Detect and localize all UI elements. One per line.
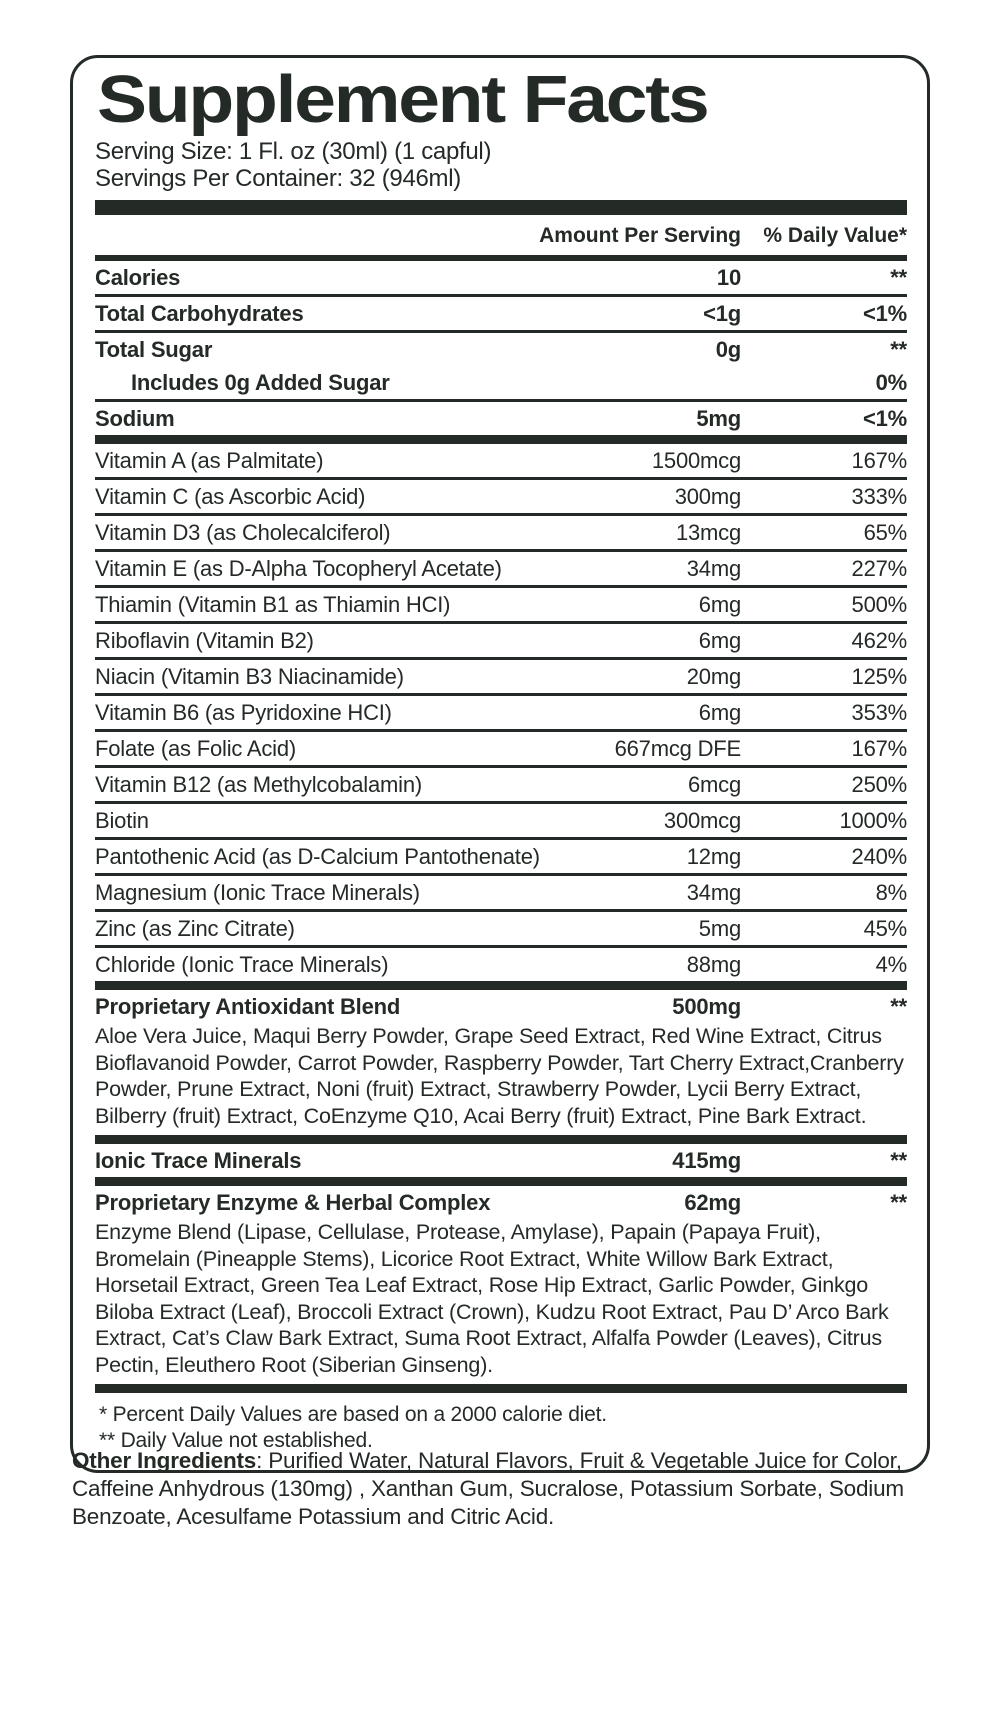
nutrient-name: Total Sugar xyxy=(95,337,213,362)
servings-per-container: Servings Per Container: 32 (946ml) xyxy=(95,165,461,192)
nutrient-name: Ionic Trace Minerals xyxy=(95,1148,302,1173)
nutrient-daily-value: 125% xyxy=(851,664,907,689)
nutrient-amount: 62mg xyxy=(684,1190,741,1215)
serving-size: Serving Size: 1 Fl. oz (30ml) (1 capful) xyxy=(95,138,492,165)
nutrient-name: Thiamin (Vitamin B1 as Thiamin HCI) xyxy=(95,592,451,617)
nutrient-name: Biotin xyxy=(95,808,149,833)
nutrient-daily-value: 1000% xyxy=(839,808,907,833)
nutrient-row xyxy=(95,444,907,477)
nutrient-amount: 6mg xyxy=(698,628,741,653)
nutrient-row xyxy=(95,297,907,330)
nutrient-amount: 88mg xyxy=(686,952,741,977)
nutrient-amount: 34mg xyxy=(686,880,741,905)
divider-thick xyxy=(95,981,907,990)
nutrient-name: Niacin (Vitamin B3 Niacinamide) xyxy=(95,664,404,689)
nutrient-amount: 6mcg xyxy=(688,772,741,797)
divider-thick xyxy=(95,1135,907,1144)
divider-heavy xyxy=(95,200,907,215)
nutrient-daily-value: 240% xyxy=(851,844,907,869)
nutrient-name: Folate (as Folic Acid) xyxy=(95,736,297,761)
nutrient-row xyxy=(95,948,907,981)
nutrient-daily-value: 45% xyxy=(863,916,907,941)
nutrient-name: Vitamin E (as D-Alpha Tocopheryl Acetate) xyxy=(95,556,502,581)
nutrient-amount: 0g xyxy=(715,337,741,362)
nutrient-daily-value: 0% xyxy=(875,370,907,395)
nutrient-daily-value: 167% xyxy=(851,448,907,473)
footnote-not-established: ** Daily Value not established. xyxy=(99,1429,373,1452)
nutrient-name: Proprietary Antioxidant Blend xyxy=(95,994,401,1019)
nutrient-row xyxy=(95,804,907,837)
nutrient-row xyxy=(95,840,907,873)
other-ingredients-text: : Purified Water, Natural Flavors, Fruit & Vegetable Juice for Color, Caffeine Anhydrous (130mg) , Xanthan Gum, Sucralose, Potassium Sorbate, Sodium Benzoate, Acesulfame Potassium and Citric Acid. xyxy=(72,1448,904,1529)
nutrient-name: Proprietary Enzyme & Herbal Complex xyxy=(95,1190,491,1215)
nutrient-name: Total Carbohydrates xyxy=(95,301,304,326)
blend-ingredients: Enzyme Blend (Lipase, Cellulase, Protease, Amylase), Papain (Papaya Fruit), Bromelain (Pineapple Stems), Licorice Root Extract, White Willow Bark Extract, Horsetail Extract, Green Tea Leaf Extract, Rose Hip Extract, Garlic Powder, Ginkgo Biloba Extract (Leaf), Broccoli Extract (Crown), Kudzu Root Extract, Pau D’ Arco Bark Extract, Cat’s Claw Bark Extract, Suma Root Extract, Alfalfa Powder (Leaves), Citrus Pectin, Eleuthero Root (Siberian Ginseng). xyxy=(95,1220,889,1377)
nutrient-amount: 667mcg DFE xyxy=(614,736,741,761)
nutrient-daily-value: <1% xyxy=(862,301,907,326)
other-ingredients xyxy=(72,1447,928,1531)
nutrient-row xyxy=(95,261,907,294)
nutrient-amount: 10 xyxy=(716,265,741,290)
nutrient-name: Includes 0g Added Sugar xyxy=(131,370,390,395)
column-header-amount: Amount Per Serving xyxy=(539,224,741,247)
nutrient-row xyxy=(95,333,907,366)
nutrient-amount: 5mg xyxy=(696,406,741,431)
nutrient-name: Sodium xyxy=(95,406,175,431)
nutrient-row xyxy=(95,624,907,657)
nutrient-daily-value: ** xyxy=(890,1148,907,1173)
nutrient-amount: 34mg xyxy=(686,556,741,581)
nutrient-row xyxy=(95,876,907,909)
panel-title: Supplement Facts xyxy=(97,62,708,137)
nutrient-amount: 500mg xyxy=(672,994,741,1019)
table-header-row xyxy=(95,215,907,255)
nutrient-name: Vitamin C (as Ascorbic Acid) xyxy=(95,484,366,509)
nutrient-daily-value: 227% xyxy=(851,556,907,581)
nutrient-daily-value: ** xyxy=(890,337,907,362)
blend-ingredients: Aloe Vera Juice, Maqui Berry Powder, Grape Seed Extract, Red Wine Extract, Citrus Bioflavanoid Powder, Carrot Powder, Raspberry Powder, Tart Cherry Extract,Cranberry Powder, Prune Extract, Noni (fruit) Extract, Strawberry Powder, Lycii Berry Extract, Bilberry (fruit) Extract, CoEnzyme Q10, Acai Berry (fruit) Extract, Pine Bark Extract. xyxy=(95,1024,904,1128)
nutrient-amount: 13mcg xyxy=(675,520,741,545)
nutrient-amount: 6mg xyxy=(698,592,741,617)
nutrient-row xyxy=(95,402,907,435)
nutrient-name: Vitamin A (as Palmitate) xyxy=(95,448,324,473)
nutrient-name: Vitamin D3 (as Cholecalciferol) xyxy=(95,520,391,545)
nutrient-row xyxy=(95,660,907,693)
divider-thick xyxy=(95,435,907,444)
nutrient-daily-value: ** xyxy=(890,1190,907,1215)
nutrient-daily-value: 250% xyxy=(851,772,907,797)
nutrient-daily-value: 353% xyxy=(851,700,907,725)
nutrient-daily-value: 8% xyxy=(875,880,907,905)
nutrient-row xyxy=(95,366,907,399)
nutrient-amount: 300mg xyxy=(674,484,741,509)
nutrient-row xyxy=(95,912,907,945)
nutrient-daily-value: ** xyxy=(890,265,907,290)
nutrient-name: Vitamin B6 (as Pyridoxine HCI) xyxy=(95,700,392,725)
nutrient-row xyxy=(95,732,907,765)
nutrient-name: Magnesium (Ionic Trace Minerals) xyxy=(95,880,420,905)
nutrient-row xyxy=(95,516,907,549)
nutrient-amount: 5mg xyxy=(698,916,741,941)
nutrient-row xyxy=(95,768,907,801)
nutrient-row xyxy=(95,552,907,585)
nutrient-name: Riboflavin (Vitamin B2) xyxy=(95,628,314,653)
nutrient-row xyxy=(95,480,907,513)
nutrient-amount: 300mcg xyxy=(663,808,741,833)
nutrient-amount: <1g xyxy=(703,301,741,326)
nutrient-row xyxy=(95,990,907,1135)
other-ingredients-label: Other Ingredients xyxy=(72,1448,257,1473)
nutrient-row xyxy=(95,1186,907,1384)
nutrient-daily-value: 333% xyxy=(851,484,907,509)
divider-thick xyxy=(95,1384,907,1393)
nutrient-row xyxy=(95,696,907,729)
nutrient-daily-value: 167% xyxy=(851,736,907,761)
nutrient-name: Calories xyxy=(95,265,181,290)
nutrient-amount: 20mg xyxy=(686,664,741,689)
footnote-daily-values: * Percent Daily Values are based on a 2000 calorie diet. xyxy=(99,1403,607,1426)
nutrient-amount: 1500mcg xyxy=(651,448,741,473)
nutrient-name: Chloride (Ionic Trace Minerals) xyxy=(95,952,389,977)
nutrient-table xyxy=(95,261,907,1393)
supplement-facts-panel xyxy=(70,55,930,1473)
divider-thick xyxy=(95,1177,907,1186)
nutrient-name: Vitamin B12 (as Methylcobalamin) xyxy=(95,772,423,797)
nutrient-amount: 6mg xyxy=(698,700,741,725)
nutrient-amount: 415mg xyxy=(672,1148,741,1173)
nutrient-daily-value: ** xyxy=(890,994,907,1019)
nutrient-daily-value: 65% xyxy=(863,520,907,545)
nutrient-name: Zinc (as Zinc Citrate) xyxy=(95,916,295,941)
nutrient-daily-value: 462% xyxy=(851,628,907,653)
nutrient-name: Pantothenic Acid (as D-Calcium Pantothenate) xyxy=(95,844,540,869)
nutrient-daily-value: <1% xyxy=(862,406,907,431)
nutrient-daily-value: 4% xyxy=(875,952,907,977)
nutrient-amount: 12mg xyxy=(686,844,741,869)
nutrient-daily-value: 500% xyxy=(851,592,907,617)
column-header-daily-value: % Daily Value* xyxy=(763,224,907,247)
nutrient-row xyxy=(95,588,907,621)
nutrient-row xyxy=(95,1144,907,1177)
